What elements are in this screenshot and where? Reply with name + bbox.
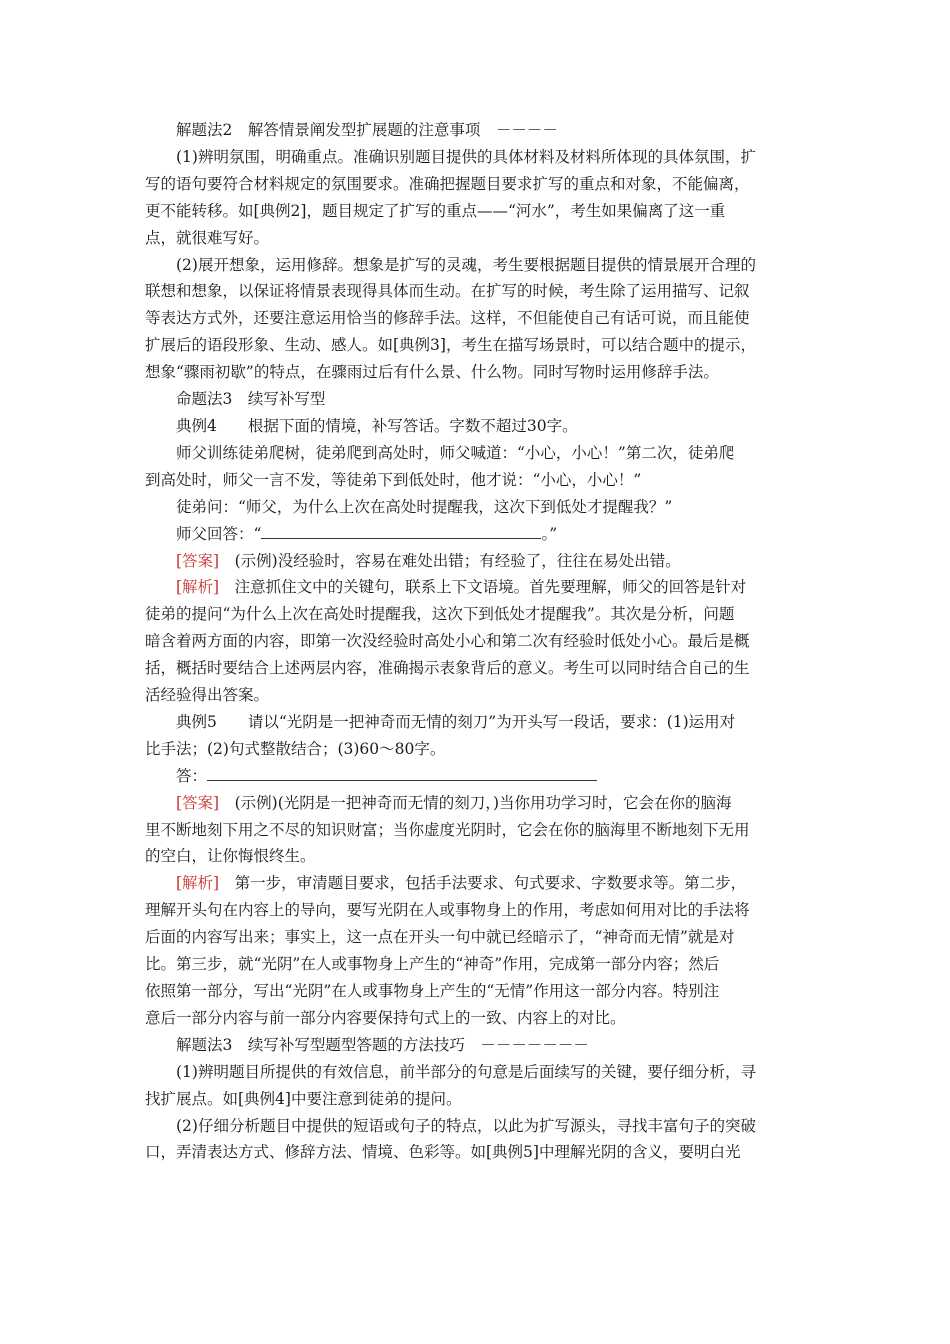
text-line bbox=[145, 305, 820, 332]
text-line bbox=[145, 843, 820, 870]
text-line bbox=[145, 951, 820, 978]
line-text: 命题法3 续写补写型 bbox=[176, 390, 326, 409]
answer-tag: [解析] bbox=[176, 578, 220, 597]
line-text: 典例5 请以“光阴是一把神奇而无情的刻刀”为开头写一段话，要求：(1)运用对 bbox=[176, 712, 736, 731]
answer-tag: [答案] bbox=[176, 793, 220, 812]
line-text: 第一步，审清题目要求，包括手法要求、句式要求、字数要求等。第二步， bbox=[219, 874, 747, 893]
line-text: (2)展开想象，运用修辞。想象是扩写的灵魂，考生要根据题目提供的情景展开合理的 bbox=[176, 255, 756, 274]
text-line bbox=[145, 386, 820, 413]
line-text: 解题法2 解答情景阐发型扩展题的注意事项 －－－－ bbox=[176, 121, 558, 139]
line-text: 口，弄清表达方式、修辞方法、情境、色彩等。如[典例5]中理解光阴的含义，要明白光 bbox=[145, 1143, 741, 1162]
text-line bbox=[145, 817, 820, 844]
text-line bbox=[145, 144, 820, 171]
line-text: 意后一部分内容与前一部分内容要保持句式上的一致、内容上的对比。 bbox=[145, 1008, 626, 1027]
text-line bbox=[145, 494, 820, 521]
text-line bbox=[145, 548, 820, 575]
line-text: 注意抓住文中的关键句，联系上下文语境。首先要理解，师父的回答是针对 bbox=[219, 578, 747, 597]
text-line bbox=[145, 440, 820, 467]
line-text: (2)仔细分析题目中提供的短语或句子的特点，以此为扩写源头，寻找丰富句子的突破 bbox=[176, 1116, 756, 1135]
line-text: 更不能转移。如[典例2]，题目规定了扩写的重点——“河水”，考生如果偏离了这一重 bbox=[145, 201, 726, 220]
line-text: (示例)没经验时，容易在难处出错；有经验了，往往在易处出错。 bbox=[219, 551, 681, 570]
text-line bbox=[145, 924, 820, 951]
text-line bbox=[145, 682, 820, 709]
line-text: 括，概括时要结合上述两层内容，准确揭示表象背后的意义。考生可以同时结合自己的生 bbox=[145, 659, 750, 678]
text-line bbox=[145, 1086, 820, 1113]
line-text: 点，就很难写好。 bbox=[145, 228, 270, 247]
answer-tag: [答案] bbox=[176, 551, 220, 570]
line-text-after: 。” bbox=[541, 524, 558, 543]
line-text: 师父训练徒弟爬树，徒弟爬到高处时，师父喊道：“小心，小心！”第二次，徒弟爬 bbox=[176, 443, 735, 462]
line-text: 等表达方式外，还要注意运用恰当的修辞手法。这样，不但能使自己有话可说，而且能使 bbox=[145, 309, 750, 328]
text-line bbox=[145, 359, 820, 386]
line-text: 里不断地刻下用之不尽的知识财富；当你虚度光阴时，它会在你的脑海里不断地刻下无用 bbox=[145, 820, 750, 839]
text-line bbox=[145, 1113, 820, 1140]
text-line bbox=[145, 897, 820, 924]
line-text: 比。第三步，就“光阴”在人或事物身上产生的“神奇”作用，完成第一部分内容；然后 bbox=[145, 955, 720, 974]
text-line bbox=[145, 709, 820, 736]
text-line bbox=[145, 117, 820, 144]
text-line bbox=[145, 252, 820, 279]
text-line bbox=[145, 278, 820, 305]
line-text: (1)辨明氛围，明确重点。准确识别题目提供的具体材料及材料所体现的具体氛围，扩 bbox=[176, 147, 756, 166]
line-text: 扩展后的语段形象、生动、感人。如[典例3]，考生在描写场景时，可以结合题中的提示， bbox=[145, 336, 756, 355]
text-line bbox=[145, 870, 820, 897]
answer-blank-line[interactable] bbox=[261, 522, 541, 539]
answer-blank-line[interactable] bbox=[207, 764, 597, 781]
line-text: 活经验得出答案。 bbox=[145, 686, 270, 705]
text-line bbox=[145, 628, 820, 655]
line-text: 答： bbox=[176, 766, 208, 785]
line-text: 师父回答：“ bbox=[176, 524, 262, 543]
line-text: 到高处时，师父一言不发，等徒弟下到低处时，他才说：“小心，小心！” bbox=[145, 470, 642, 489]
line-text: (示例)(光阴是一把神奇而无情的刻刀，)当你用功学习时，它会在你的脑海 bbox=[219, 793, 732, 812]
line-text: 暗含着两方面的内容，即第一次没经验时高处小心和第二次有经验时低处小心。最后是概 bbox=[145, 632, 750, 651]
text-line bbox=[145, 1059, 820, 1086]
text-line bbox=[145, 978, 820, 1005]
line-text: 徒弟问：“师父，为什么上次在高处时提醒我，这次下到低处才提醒我？” bbox=[176, 497, 673, 516]
text-line bbox=[145, 574, 820, 601]
text-line bbox=[145, 467, 820, 494]
text-line bbox=[145, 1005, 820, 1032]
text-line bbox=[145, 1139, 820, 1166]
text-line bbox=[145, 1032, 820, 1059]
text-line bbox=[145, 332, 820, 359]
text-line bbox=[145, 413, 820, 440]
line-text: 写的语句要符合材料规定的氛围要求。准确把握题目要求扩写的重点和对象，不能偏离， bbox=[145, 174, 750, 193]
answer-tag: [解析] bbox=[176, 874, 220, 893]
text-line bbox=[145, 198, 820, 225]
text-line bbox=[145, 225, 820, 252]
text-line bbox=[145, 736, 820, 763]
line-text: 徒弟的提问“为什么上次在高处时提醒我，这次下到低处才提醒我”。其次是分析，问题 bbox=[145, 605, 735, 624]
line-text: 解题法3 续写补写型题型答题的方法技巧 －－－－－－－ bbox=[176, 1035, 589, 1054]
line-text: 依照第一部分，写出“光阴”在人或事物身上产生的“无情”作用这一部分内容。特别注 bbox=[145, 982, 720, 1000]
text-line bbox=[145, 655, 820, 682]
line-text: 后面的内容写出来；事实上，这一点在开头一句中就已经暗示了，“神奇而无情”就是对 bbox=[145, 928, 735, 947]
text-line bbox=[145, 601, 820, 628]
line-text: 理解开头句在内容上的导向，要写光阴在人或事物身上的作用，考虑如何用对比的手法将 bbox=[145, 901, 750, 920]
line-text: 想象“骤雨初歇”的特点，在骤雨过后有什么景、什么物。同时写物时运用修辞手法。 bbox=[145, 363, 719, 382]
line-text: 找扩展点。如[典例4]中要注意到徒弟的提问。 bbox=[145, 1089, 462, 1108]
text-line bbox=[145, 763, 820, 790]
line-text: 典例4 根据下面的情境，补写答话。字数不超过30字。 bbox=[176, 416, 578, 435]
text-line bbox=[145, 790, 820, 817]
text-line bbox=[145, 171, 820, 198]
line-text: 联想和想象，以保证将情景表现得具体而生动。在扩写的时候，考生除了运用描写、记叙 bbox=[145, 282, 750, 301]
line-text: 的空白，让你悔恨终生。 bbox=[145, 847, 316, 866]
line-text: 比手法；(2)句式整散结合；(3)60～80字。 bbox=[145, 739, 446, 758]
line-text: (1)辨明题目所提供的有效信息，前半部分的句意是后面续写的关键，要仔细分析，寻 bbox=[176, 1062, 756, 1081]
text-line bbox=[145, 521, 820, 548]
